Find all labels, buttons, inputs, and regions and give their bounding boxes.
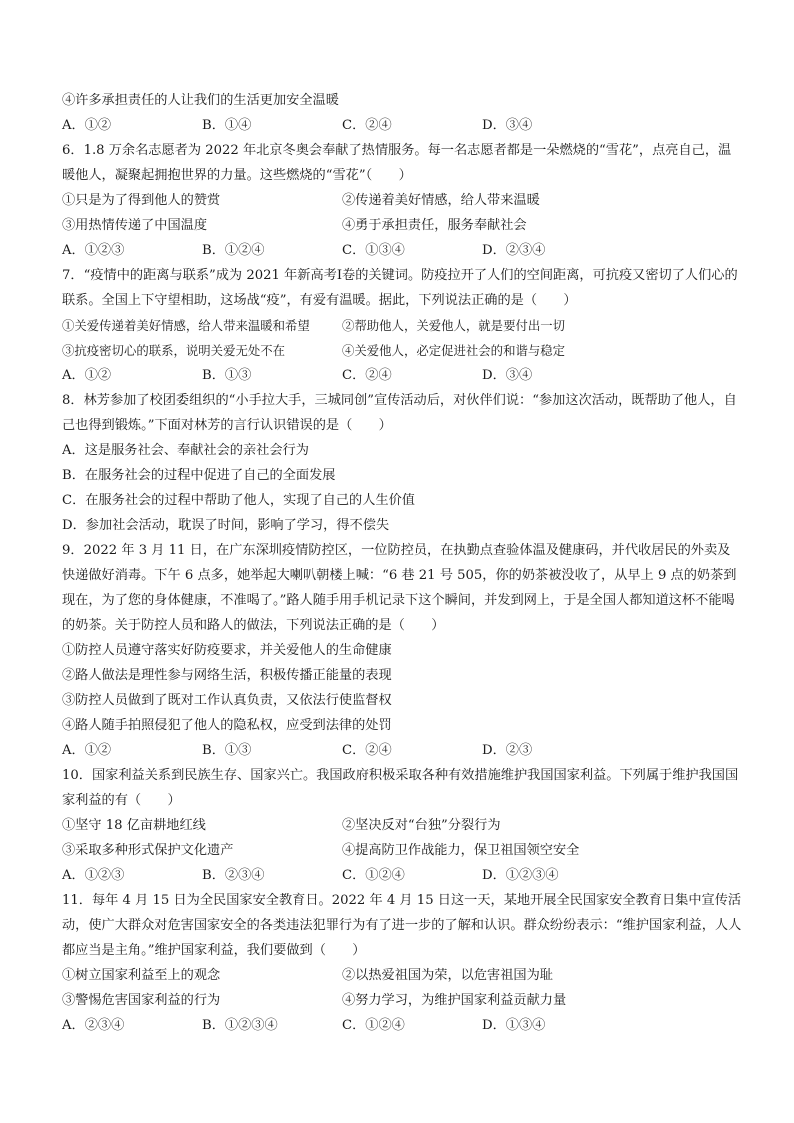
q10-option-b[interactable]: B．②③④ bbox=[202, 868, 265, 883]
q7-items-row-2 bbox=[62, 338, 742, 363]
q7-option-b[interactable]: B．①③ bbox=[202, 368, 252, 383]
q9-item-4: ④路人随手拍照侵犯了他人的隐私权，应受到法律的处罚 bbox=[62, 718, 392, 733]
q8-option-a[interactable]: A．这是服务社会、奉献社会的亲社会行为 bbox=[62, 443, 309, 458]
q6-item-4: ④勇于承担责任，服务奉献社会 bbox=[342, 218, 527, 233]
q8-option-c[interactable]: C．在服务社会的过程中帮助了他人，实现了自己的人生价值 bbox=[62, 493, 415, 508]
q6-stem: 6．1.8 万余名志愿者为 2022 年北京冬奥会奉献了热情服务。每一名志愿者都是一朵燃烧的“雪花”，点亮自己，温暖他人，凝聚起拥抱世界的力量。这些燃烧的“雪花”（ ） bbox=[62, 143, 732, 183]
q10-items-row-2 bbox=[62, 838, 742, 863]
q6-option-a[interactable]: A．①②③ bbox=[62, 243, 125, 258]
q5-option-d[interactable]: D．③④ bbox=[482, 118, 533, 133]
q7-option-c[interactable]: C．②④ bbox=[342, 368, 392, 383]
q10-item-4: ④提高防卫作战能力，保卫祖国领空安全 bbox=[342, 843, 580, 858]
q7-options bbox=[62, 363, 742, 388]
q8-option-d[interactable]: D．参加社会活动，耽误了时间，影响了学习，得不偿失 bbox=[62, 518, 390, 533]
q11-items-row-2 bbox=[62, 988, 742, 1013]
q5-option-b[interactable]: B．①④ bbox=[202, 118, 252, 133]
q9-option-b[interactable]: B．①③ bbox=[202, 743, 252, 758]
q9-stem: 9．2022 年 3 月 11 日，在广东深圳疫情防控区，一位防控员，在执勤点查验体温及健康码，并代收居民的外卖及快递做好消毒。下午 6 点多，她举起大喇叭朝楼上喊：“6 巷 21 号 505，你的奶茶被没收了，从早上 9 点的奶茶到现在，为了您的身体健康，不准喝了。”路人随手用手机记录下这个瞬间，并发到网上，于是全国人都知道这杯不能喝的奶茶。关于防控人员和路人的做法，下列说法正确的是（ ） bbox=[62, 543, 737, 633]
q7-item-3: ③抗疫密切心的联系，说明关爱无处不在 bbox=[62, 343, 286, 358]
q8-stem: 8．林芳参加了校团委组织的“小手拉大手，三城同创”宣传活动后，对伙伴们说：“参加这次活动，既帮助了他人，自己也得到锻炼。”下面对林芳的言行认识错误的是（ ） bbox=[62, 393, 737, 433]
q7-item-4: ④关爱他人，必定促进社会的和谐与稳定 bbox=[342, 343, 566, 358]
q6-item-1: ①只是为了得到他人的赞赏 bbox=[62, 193, 221, 208]
q8-option-b[interactable]: B．在服务社会的过程中促进了自己的全面发展 bbox=[62, 468, 336, 483]
q6-options bbox=[62, 238, 742, 263]
q10-items-row-1 bbox=[62, 813, 742, 838]
q10-item-2: ②坚决反对“台独”分裂行为 bbox=[342, 818, 501, 833]
q11-item-3: ③警惕危害国家利益的行为 bbox=[62, 993, 221, 1008]
q6-item-2: ②传递着美好情感，给人带来温暖 bbox=[342, 193, 540, 208]
q11-option-b[interactable]: B．①②③④ bbox=[202, 1018, 278, 1033]
q10-options bbox=[62, 863, 742, 888]
q9-item-2: ②路人做法是理性参与网络生活，积极传播正能量的表现 bbox=[62, 668, 392, 683]
q10-option-a[interactable]: A．①②③ bbox=[62, 868, 125, 883]
exam-page bbox=[62, 88, 742, 1038]
q7-items-row-1 bbox=[62, 313, 742, 338]
q10-stem: 10．国家利益关系到民族生存、国家兴亡。我国政府积极采取各种有效措施维护我国国家利益。下列属于维护我国国家利益的有（ ） bbox=[62, 768, 739, 808]
q9-option-d[interactable]: D．②③ bbox=[482, 743, 533, 758]
q7-stem: 7．“疫情中的距离与联系”成为 2021 年新高考Ⅰ卷的关键词。防疫拉开了人们的空间距离，可抗疫又密切了人们心的联系。全国上下守望相助，这场战“疫”，有爱有温暖。据此，下列说法正确的是（ ） bbox=[62, 268, 738, 308]
q7-option-d[interactable]: D．③④ bbox=[482, 368, 533, 383]
q9-option-a[interactable]: A．①② bbox=[62, 743, 112, 758]
q11-option-a[interactable]: A．②③④ bbox=[62, 1018, 125, 1033]
q6-option-b[interactable]: B．①②④ bbox=[202, 243, 265, 258]
q9-options bbox=[62, 738, 742, 763]
q6-items-row-2 bbox=[62, 213, 742, 238]
q11-option-c[interactable]: C．①②④ bbox=[342, 1018, 405, 1033]
q5-option-a[interactable]: A．①② bbox=[62, 118, 112, 133]
q6-item-3: ③用热情传递了中国温度 bbox=[62, 218, 208, 233]
q11-options bbox=[62, 1013, 742, 1038]
q6-items-row-1 bbox=[62, 188, 742, 213]
q11-item-4: ④努力学习，为维护国家利益贡献力量 bbox=[342, 993, 567, 1008]
q9-item-1: ①防控人员遵守落实好防疫要求，并关爱他人的生命健康 bbox=[62, 643, 392, 658]
q11-option-d[interactable]: D．①③④ bbox=[482, 1018, 546, 1033]
q10-item-3: ③采取多种形式保护文化遗产 bbox=[62, 843, 234, 858]
q11-item-1: ①树立国家利益至上的观念 bbox=[62, 968, 221, 983]
q10-option-d[interactable]: D．①②③④ bbox=[482, 868, 559, 883]
q7-option-a[interactable]: A．①② bbox=[62, 368, 112, 383]
q11-stem: 11．每年 4 月 15 日为全民国家安全教育日。2022 年 4 月 15 日这一天，某地开展全民国家安全教育日集中宣传活动，使广大群众对危害国家安全的各类违法犯罪行为有了进一步的了解和认识。群众纷纷表示：“维护国家利益，人人都应当是主角。”维护国家利益，我们要做到（ ） bbox=[62, 893, 742, 958]
q6-option-c[interactable]: C．①③④ bbox=[342, 243, 405, 258]
q10-option-c[interactable]: C．①②④ bbox=[342, 868, 405, 883]
q6-option-d[interactable]: D．②③④ bbox=[482, 243, 546, 258]
q7-item-2: ②帮助他人，关爱他人，就是要付出一切 bbox=[342, 318, 566, 333]
q10-item-1: ①坚守 18 亿亩耕地红线 bbox=[62, 818, 206, 833]
q5-item-4: ④许多承担责任的人让我们的生活更加安全温暖 bbox=[62, 93, 339, 108]
q7-item-1: ①关爱传递着美好情感，给人带来温暖和希望 bbox=[62, 318, 310, 333]
q5-options bbox=[62, 113, 742, 138]
q11-item-2: ②以热爱祖国为荣，以危害祖国为耻 bbox=[342, 968, 553, 983]
q9-item-3: ③防控人员做到了既对工作认真负责，又依法行使监督权 bbox=[62, 693, 392, 708]
q5-option-c[interactable]: C．②④ bbox=[342, 118, 392, 133]
q11-items-row-1 bbox=[62, 963, 742, 988]
q9-option-c[interactable]: C．②④ bbox=[342, 743, 392, 758]
